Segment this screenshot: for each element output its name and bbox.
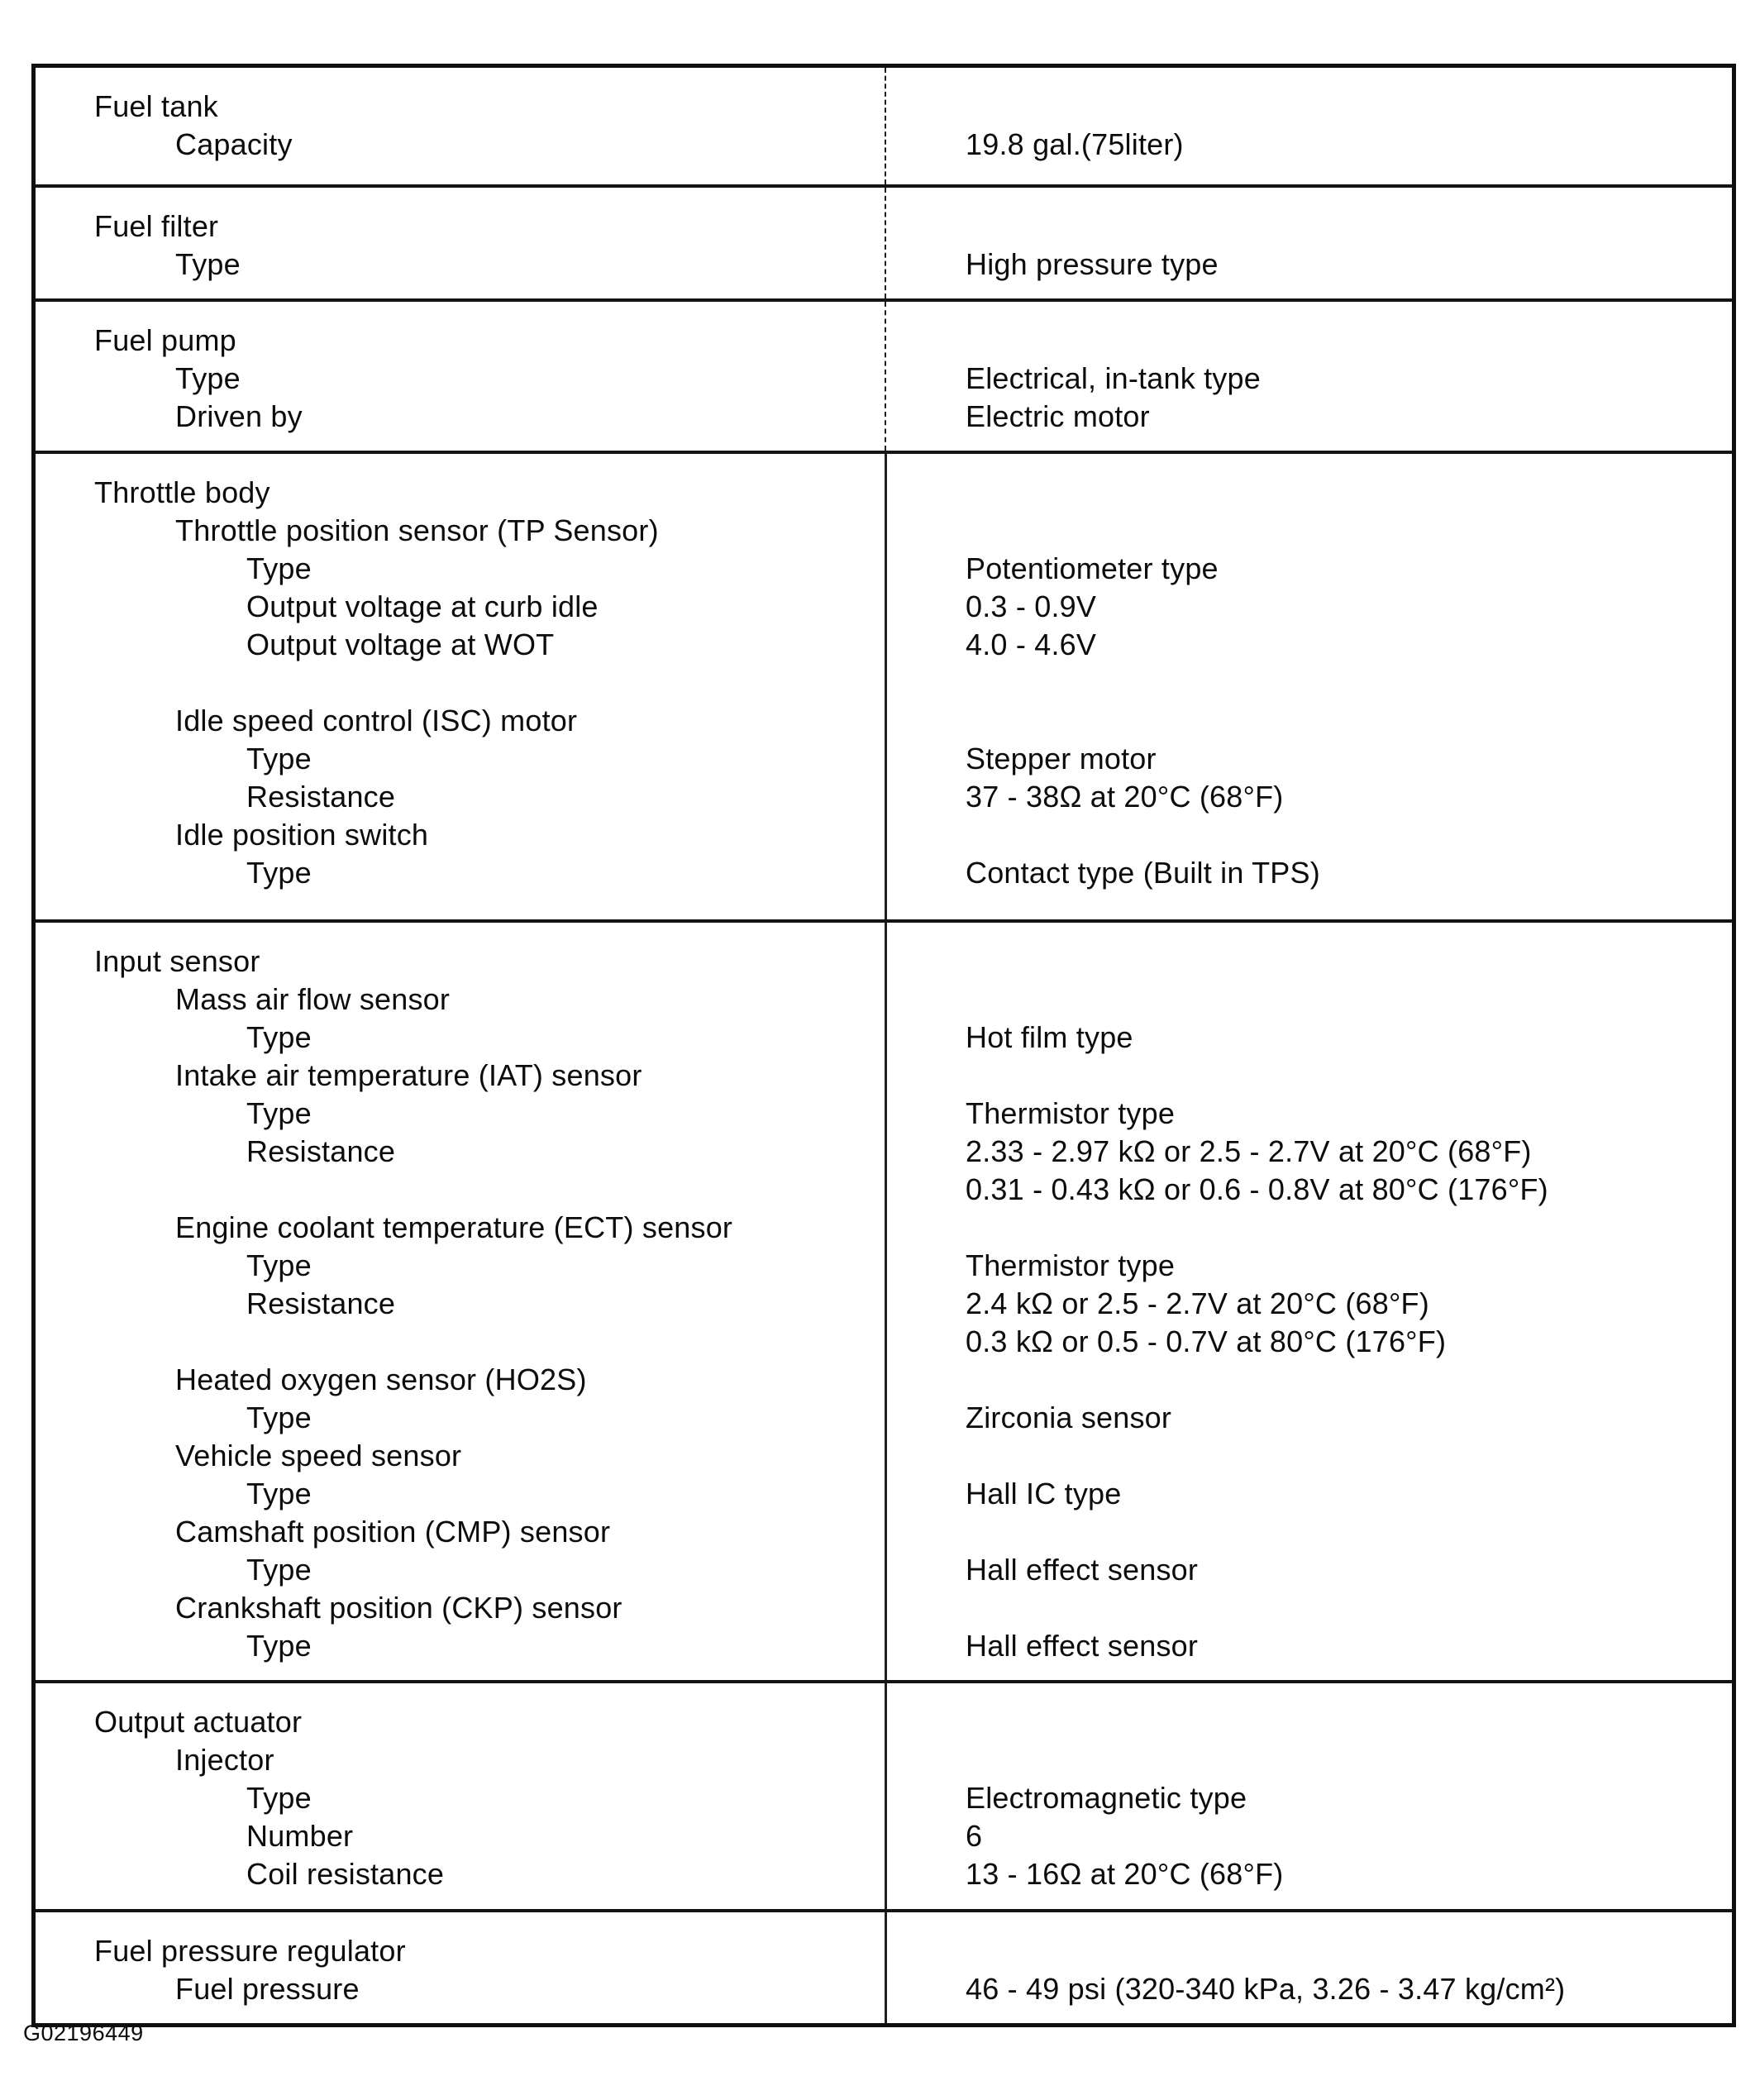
spec-value xyxy=(966,322,1732,360)
spec-value xyxy=(966,702,1732,740)
spec-label: Intake air temperature (IAT) sensor xyxy=(175,1058,642,1092)
spec-value xyxy=(966,981,1732,1019)
spec-value: 13 - 16Ω at 20°C (68°F) xyxy=(966,1857,1284,1891)
spec-value: Electrical, in-tank type xyxy=(966,361,1261,395)
spec-label: Idle position switch xyxy=(175,818,429,852)
spec-label: Type xyxy=(246,1781,312,1815)
spec-label xyxy=(36,1323,885,1361)
spec-value: Electromagnetic type xyxy=(966,1781,1247,1815)
spec-label xyxy=(36,664,885,702)
spec-value xyxy=(966,1513,1732,1551)
spec-value: Stepper motor xyxy=(966,742,1157,776)
spec-value: Hall effect sensor xyxy=(966,1629,1199,1663)
spec-value xyxy=(966,1057,1732,1095)
spec-value: Thermistor type xyxy=(966,1096,1176,1130)
spec-values-column xyxy=(885,302,1732,451)
spec-value: 19.8 gal.(75liter) xyxy=(966,127,1184,161)
spec-value: Electric motor xyxy=(966,399,1150,433)
spec-label: Driven by xyxy=(175,399,303,433)
spec-value xyxy=(966,816,1732,854)
spec-label: Coil resistance xyxy=(246,1857,445,1891)
spec-values-column xyxy=(885,68,1732,184)
spec-label: Capacity xyxy=(175,127,293,161)
fuel-system-spec-table xyxy=(31,64,1736,2027)
spec-section-fuel-pressure-regulator xyxy=(36,1909,1732,2023)
spec-label: Output voltage at WOT xyxy=(246,628,555,661)
spec-value: Hall IC type xyxy=(966,1477,1122,1511)
spec-label: Vehicle speed sensor xyxy=(175,1439,462,1472)
spec-label: Mass air flow sensor xyxy=(175,982,451,1016)
spec-label: Fuel pressure regulator xyxy=(94,1934,406,1968)
spec-values-column xyxy=(885,454,1732,919)
spec-section-fuel-filter xyxy=(36,184,1732,298)
spec-label: Engine coolant temperature (ECT) sensor xyxy=(175,1210,733,1244)
spec-label: Throttle body xyxy=(94,475,270,509)
spec-value: 46 - 49 psi (320-340 kPa, 3.26 - 3.47 kg/cm²) xyxy=(966,1972,1566,2006)
spec-labels-column xyxy=(36,188,885,298)
spec-label: Type xyxy=(246,1629,312,1663)
spec-section-output-actuator xyxy=(36,1680,1732,1909)
spec-value xyxy=(966,1437,1732,1475)
spec-value xyxy=(966,474,1732,512)
spec-label: Heated oxygen sensor (HO2S) xyxy=(175,1363,587,1396)
spec-label: Type xyxy=(246,551,312,585)
spec-labels-column xyxy=(36,1912,885,2023)
spec-label: Input sensor xyxy=(94,944,260,978)
spec-label: Injector xyxy=(175,1743,274,1777)
spec-values-column xyxy=(885,1683,1732,1909)
spec-value xyxy=(966,943,1732,981)
spec-label: Type xyxy=(246,1020,312,1054)
spec-value: Potentiometer type xyxy=(966,551,1219,585)
spec-label: Type xyxy=(246,1401,312,1434)
spec-label: Resistance xyxy=(246,1286,396,1320)
spec-value xyxy=(966,664,1732,702)
spec-label: Type xyxy=(175,247,241,281)
spec-label: Type xyxy=(175,361,241,395)
spec-label: Resistance xyxy=(246,1134,396,1168)
spec-labels-column xyxy=(36,454,885,919)
spec-section-fuel-pump xyxy=(36,298,1732,451)
spec-label: Throttle position sensor (TP Sensor) xyxy=(175,513,659,547)
spec-value: 0.31 - 0.43 kΩ or 0.6 - 0.8V at 80°C (176°F) xyxy=(966,1172,1548,1206)
spec-value xyxy=(966,1209,1732,1247)
spec-label: Output actuator xyxy=(94,1705,303,1739)
spec-label: Type xyxy=(246,1248,312,1282)
spec-label: Type xyxy=(246,1553,312,1587)
spec-label: Resistance xyxy=(246,780,396,814)
spec-label: Camshaft position (CMP) sensor xyxy=(175,1515,611,1549)
spec-value: Contact type (Built in TPS) xyxy=(966,856,1320,890)
spec-values-column xyxy=(885,1912,1732,2023)
spec-label: Type xyxy=(246,1477,312,1511)
spec-value: 0.3 - 0.9V xyxy=(966,589,1097,623)
spec-value xyxy=(966,1703,1732,1741)
spec-section-input-sensor xyxy=(36,919,1732,1680)
spec-label: Type xyxy=(246,1096,312,1130)
spec-labels-column xyxy=(36,1683,885,1909)
spec-label: Fuel pressure xyxy=(175,1972,360,2006)
spec-label: Crankshaft position (CKP) sensor xyxy=(175,1591,622,1625)
spec-value: Hall effect sensor xyxy=(966,1553,1199,1587)
spec-value: 6 xyxy=(966,1819,983,1853)
spec-label: Fuel tank xyxy=(94,89,218,123)
spec-labels-column xyxy=(36,302,885,451)
spec-value: Zirconia sensor xyxy=(966,1401,1172,1434)
spec-label: Fuel filter xyxy=(94,209,219,243)
spec-value xyxy=(966,88,1732,126)
spec-label: Type xyxy=(246,742,312,776)
spec-section-fuel-tank xyxy=(36,68,1732,184)
spec-labels-column xyxy=(36,923,885,1680)
figure-code: G02196449 xyxy=(23,2021,144,2045)
spec-label: Type xyxy=(246,856,312,890)
spec-label: Fuel pump xyxy=(94,323,236,357)
spec-values-column xyxy=(885,923,1732,1680)
spec-value xyxy=(966,1589,1732,1627)
spec-value: 2.33 - 2.97 kΩ or 2.5 - 2.7V at 20°C (68°F) xyxy=(966,1134,1532,1168)
spec-value: 37 - 38Ω at 20°C (68°F) xyxy=(966,780,1284,814)
spec-value: High pressure type xyxy=(966,247,1219,281)
spec-label: Number xyxy=(246,1819,354,1853)
spec-labels-column xyxy=(36,68,885,184)
spec-value: Thermistor type xyxy=(966,1248,1176,1282)
spec-value xyxy=(966,208,1732,246)
spec-value: 4.0 - 4.6V xyxy=(966,628,1097,661)
spec-label xyxy=(36,1171,885,1209)
spec-label: Idle speed control (ISC) motor xyxy=(175,704,578,737)
spec-value: 0.3 kΩ or 0.5 - 0.7V at 80°C (176°F) xyxy=(966,1324,1447,1358)
spec-label: Output voltage at curb idle xyxy=(246,589,599,623)
spec-value: 2.4 kΩ or 2.5 - 2.7V at 20°C (68°F) xyxy=(966,1286,1429,1320)
spec-value: Hot film type xyxy=(966,1020,1133,1054)
spec-value xyxy=(966,512,1732,550)
spec-values-column xyxy=(885,188,1732,298)
spec-value xyxy=(966,1361,1732,1399)
spec-section-throttle-body xyxy=(36,451,1732,919)
spec-value xyxy=(966,1932,1732,1970)
spec-value xyxy=(966,1741,1732,1779)
